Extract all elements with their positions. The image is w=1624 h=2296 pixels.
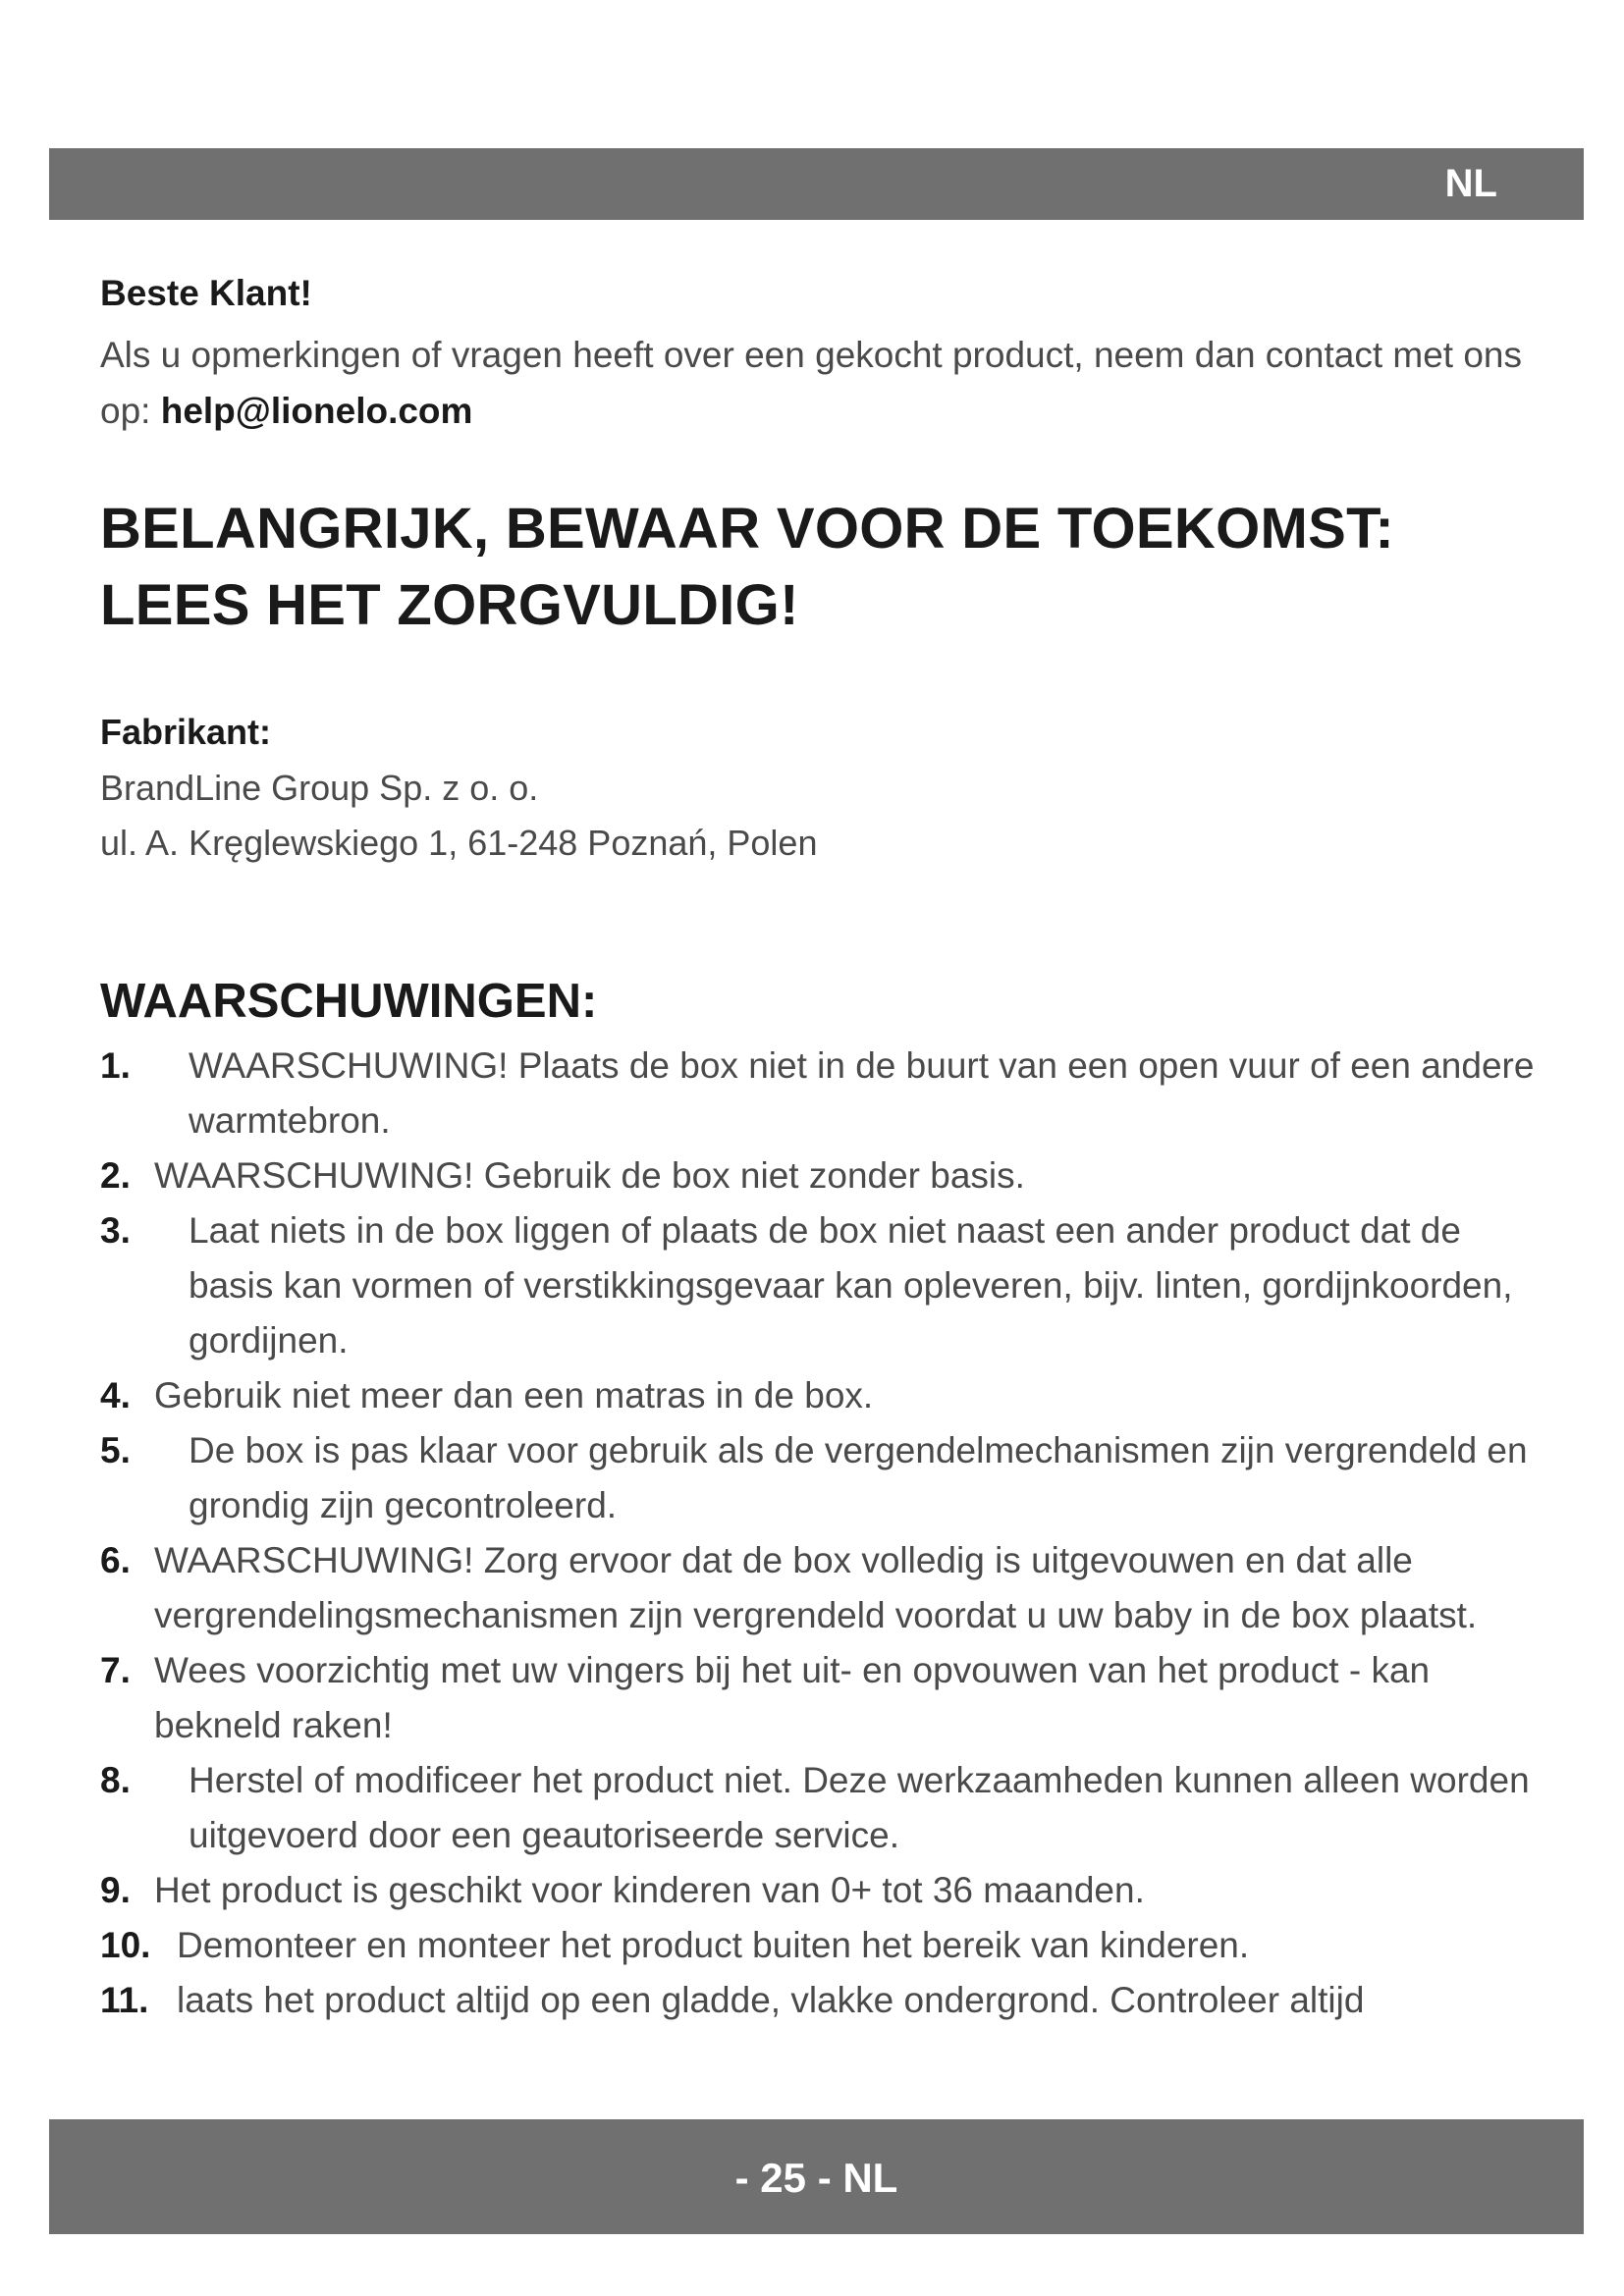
warning-item-4 bbox=[100, 1368, 1543, 1423]
page-number: - 25 - NL bbox=[734, 2155, 898, 2201]
warning-item-2 bbox=[100, 1148, 1543, 1203]
warning-item-7 bbox=[100, 1643, 1543, 1753]
manufacturer-title: Fabrikant: bbox=[100, 712, 272, 752]
warning-item-10 bbox=[100, 1918, 1543, 1973]
warning-text: Herstel of modificeer het product niet. Deze werkzaamheden kunnen alleen worden uitgevoerd door een geautoriseerde service. bbox=[189, 1760, 1530, 1855]
warning-text: WAARSCHUWING! Plaats de box niet in de buurt van een open vuur of een andere warmtebron. bbox=[189, 1045, 1535, 1141]
warning-item-9 bbox=[100, 1863, 1543, 1918]
warning-text: Laat niets in de box liggen of plaats de box niet naast een ander product dat de basis kan vormen of verstikkingsgevaar kan opleveren, bijv. linten, gordijnkoorden, gordijnen. bbox=[189, 1210, 1513, 1361]
language-label: NL bbox=[1444, 162, 1497, 205]
warning-number: 8. bbox=[100, 1760, 131, 1800]
manufacturer-address: ul. A. Kręglewskiego 1, 61-248 Poznań, Polen bbox=[100, 823, 818, 863]
warning-text: Het product is geschikt voor kinderen van 0+ tot 36 maanden. bbox=[154, 1870, 1145, 1910]
greeting-title: Beste Klant! bbox=[100, 273, 312, 313]
warnings-list bbox=[100, 1039, 1543, 2028]
warning-item-11 bbox=[100, 1973, 1543, 2028]
warning-number: 9. bbox=[100, 1870, 131, 1910]
warning-item-5 bbox=[100, 1423, 1543, 1533]
warning-number: 3. bbox=[100, 1210, 131, 1251]
warning-number: 1. bbox=[100, 1045, 131, 1086]
warning-number: 2. bbox=[100, 1155, 131, 1196]
header-band bbox=[49, 148, 1584, 220]
warnings-title: WAARSCHUWINGEN: bbox=[100, 975, 598, 1028]
warning-item-1 bbox=[100, 1039, 1543, 1148]
warning-number: 7. bbox=[100, 1650, 131, 1690]
warning-text: laats het product altijd op een gladde, vlakke ondergrond. Controleer altijd bbox=[177, 1980, 1365, 2020]
manufacturer-name: BrandLine Group Sp. z o. o. bbox=[100, 768, 539, 808]
support-email-link[interactable]: help@lionelo.com bbox=[160, 391, 473, 431]
warning-text: WAARSCHUWING! Gebruik de box niet zonder basis. bbox=[154, 1155, 1025, 1196]
warning-number: 4. bbox=[100, 1375, 131, 1415]
warning-item-6 bbox=[100, 1533, 1543, 1643]
greeting-text bbox=[100, 327, 1534, 439]
warning-number: 6. bbox=[100, 1540, 131, 1580]
warning-text: Wees voorzichtig met uw vingers bij het uit- en opvouwen van het product - kan bekneld raken! bbox=[154, 1650, 1431, 1745]
main-heading-line-1: BELANGRIJK, BEWAAR VOOR DE TOEKOMST: bbox=[100, 497, 1395, 561]
footer-band bbox=[49, 2119, 1584, 2234]
greeting-message: Als u opmerkingen of vragen heeft over een gekocht product, neem dan contact met ons op: bbox=[100, 335, 1522, 431]
warning-number: 10. bbox=[100, 1925, 151, 1965]
warning-text: WAARSCHUWING! Zorg ervoor dat de box volledig is uitgevouwen en dat alle vergrendelingsmechanismen zijn vergrendeld voordat u uw baby in de box plaatst. bbox=[154, 1540, 1478, 1635]
warning-number: 11. bbox=[100, 1980, 149, 2020]
warning-item-8 bbox=[100, 1753, 1543, 1863]
warning-text: De box is pas klaar voor gebruik als de vergendelmechanismen zijn vergrendeld en grondig zijn gecontroleerd. bbox=[189, 1430, 1528, 1525]
main-heading-line-2: LEES HET ZORGVULDIG! bbox=[100, 573, 799, 637]
main-heading bbox=[100, 491, 1534, 644]
warning-number: 5. bbox=[100, 1430, 131, 1470]
warning-text: Gebruik niet meer dan een matras in de box. bbox=[154, 1375, 874, 1415]
warning-text: Demonteer en monteer het product buiten het bereik van kinderen. bbox=[177, 1925, 1250, 1965]
warning-item-3 bbox=[100, 1203, 1543, 1368]
